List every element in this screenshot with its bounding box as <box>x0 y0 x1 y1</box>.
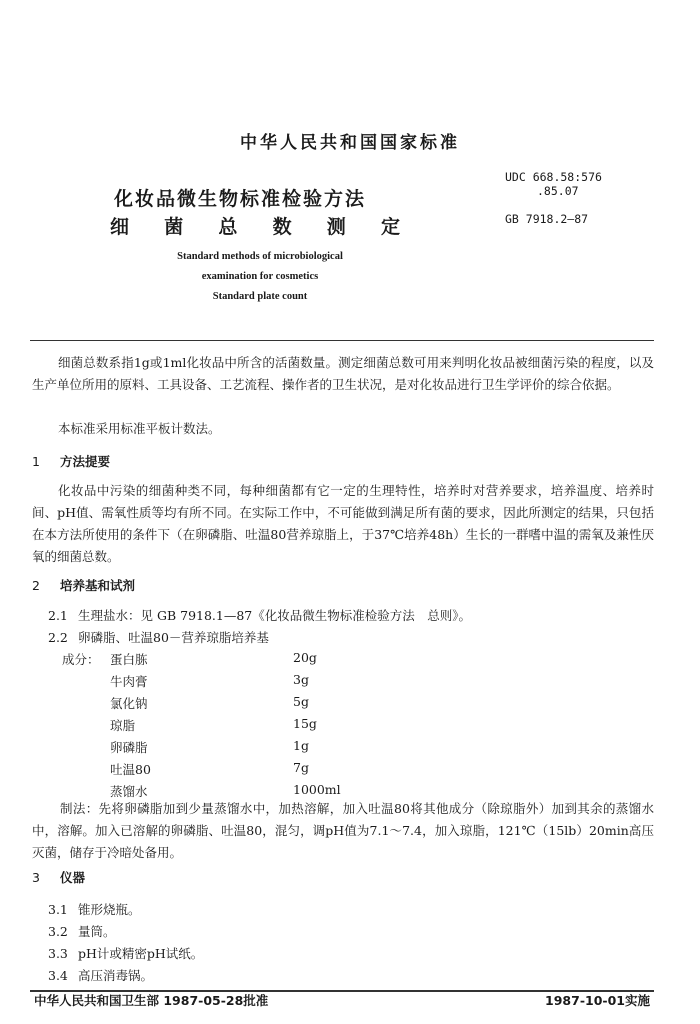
component-amount: 20g <box>293 650 317 665</box>
approval-info: 中华人民共和国卫生部 1987-05-28批准 <box>34 993 269 1008</box>
section-number: 3 <box>32 870 40 885</box>
component-name: 卵磷脂 <box>110 740 148 755</box>
component-name: 蛋白胨 <box>110 652 148 667</box>
item-number: 3.4 <box>48 968 68 983</box>
header-divider <box>30 340 654 341</box>
item-number: 2.1 <box>48 608 68 623</box>
subtitle-char: 定 <box>380 216 400 238</box>
document-subtitle <box>110 212 400 239</box>
component-amount: 15g <box>293 716 317 731</box>
item-text: 量筒。 <box>78 924 116 939</box>
section-1-paragraph: 化妆品中污染的细菌种类不同，每种细菌都有它一定的生理特性，培养时对营养要求，培养温度、培养时间、pH值、需氧性质等均有所不同。在实际工作中，不可能做到满足所有菌的要求，因此所测定的结果，只包括在本方法所使用的条件下（在卵磷脂、吐温80营养琼脂上，于37℃培养48h）生长的一群嗜中温的需氧及兼性厌氧的细菌总数。 <box>32 483 654 564</box>
item-number: 3.3 <box>48 946 68 961</box>
item-2-1 <box>48 606 471 624</box>
subtitle-char: 总 <box>218 216 238 238</box>
component-amount: 5g <box>293 694 309 709</box>
section-2-heading <box>32 576 135 594</box>
component-name: 牛肉膏 <box>110 674 148 689</box>
subtitle-char: 细 <box>110 216 130 238</box>
composition-label: 成分： <box>62 652 100 667</box>
gb-code: GB 7918.2—87 <box>505 212 589 226</box>
preparation-method: 制法：先将卵磷脂加到少量蒸馏水中，加热溶解，加入吐温80将其他成分（除琼脂外）加到其余的蒸馏水中，溶解。加入已溶解的卵磷脂、吐温80，混匀，调pH值为7.1～7.4，加入琼脂，121℃（15lb）20min高压灭菌，储存于冷暗处备用。 <box>32 801 654 860</box>
item-number: 3.2 <box>48 924 68 939</box>
item-text: 锥形烧瓶。 <box>78 902 141 917</box>
udc-line-2: .85.07 <box>537 184 579 198</box>
section-number: 1 <box>32 454 40 469</box>
section-title: 方法提要 <box>60 454 111 469</box>
item-3-3 <box>48 944 203 962</box>
english-title-line-1: Standard methods of microbiological <box>177 251 343 262</box>
section-title: 培养基和试剂 <box>60 578 136 593</box>
item-number: 3.1 <box>48 902 68 917</box>
component-amount: 1000ml <box>293 782 341 797</box>
udc-line-1: UDC 668.58:576 <box>505 170 602 184</box>
section-1-heading <box>32 452 110 470</box>
item-text: 高压消毒锅。 <box>78 968 154 983</box>
component-amount: 7g <box>293 760 309 775</box>
intro-paragraph: 细菌总数系指1g或1ml化妆品中所含的活菌数量。测定细菌总数可用来判明化妆品被细菌污染的程度，以及生产单位所用的原料、工具设备、工艺流程、操作者的卫生状况，是对化妆品进行卫生学评价的综合依据。 <box>32 355 654 392</box>
item-3-1 <box>48 900 141 918</box>
component-name: 吐温80 <box>110 762 151 777</box>
subtitle-char: 测 <box>326 216 346 238</box>
component-amount: 1g <box>293 738 309 753</box>
item-number: 2.2 <box>48 630 68 645</box>
item-text: 卵磷脂、吐温80－营养琼脂培养基 <box>78 630 269 645</box>
document-title: 化妆品微生物标准检验方法 <box>113 188 366 210</box>
item-2-2 <box>48 628 269 646</box>
item-3-2 <box>48 922 116 940</box>
subtitle-char: 数 <box>272 216 292 238</box>
implementation-date: 1987-10-01实施 <box>545 993 650 1008</box>
component-name: 蒸馏水 <box>110 784 148 799</box>
component-name: 琼脂 <box>110 718 136 733</box>
english-title-line-2: examination for cosmetics <box>201 271 319 282</box>
item-text: 生理盐水：见 GB 7918.1—87《化妆品微生物标准检验方法 总则》。 <box>78 608 472 623</box>
component-name: 氯化钠 <box>110 696 148 711</box>
english-title-line-3: Standard plate count <box>212 291 308 302</box>
intro-paragraph-method: 本标准采用标准平板计数法。 <box>58 421 221 436</box>
component-amount: 3g <box>293 672 309 687</box>
section-title: 仪器 <box>60 870 86 885</box>
item-text: pH计或精密pH试纸。 <box>78 946 204 961</box>
national-standard-heading: 中华人民共和国国家标准 <box>240 133 460 153</box>
section-number: 2 <box>32 578 40 593</box>
subtitle-char: 菌 <box>164 216 184 238</box>
udc-code <box>505 170 602 198</box>
item-3-4 <box>48 966 153 984</box>
section-3-heading <box>32 868 85 886</box>
